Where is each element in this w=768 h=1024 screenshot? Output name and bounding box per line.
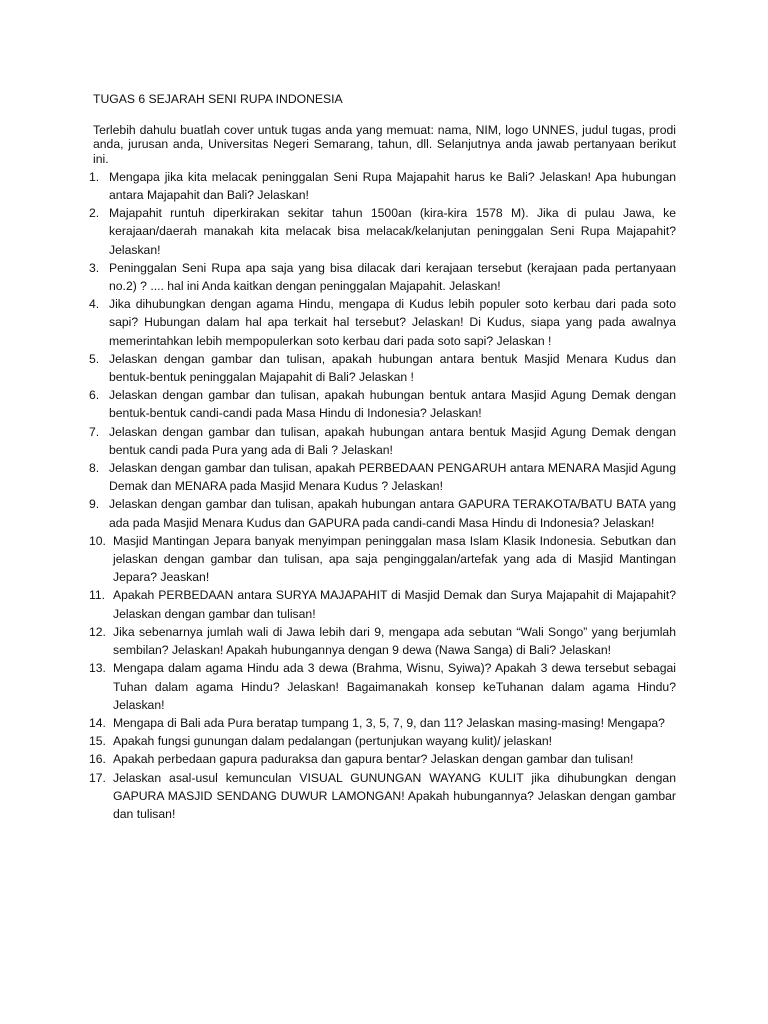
question-text: Majapahit runtuh diperkirakan sekitar tahun 1500an (kira-kira 1578 M). Jika di pulau Jawa, ke kerajaan/daerah manakah kita melacak bisa melacak/kelanjutan peninggalan Seni Rupa Majapahit? Jelaskan! — [109, 206, 676, 257]
question-text: Jelaskan dengan gambar dan tulisan, apakah hubungan bentuk antara Masjid Agung Demak dengan bentuk-bentuk candi-candi pada Masa Hindu di Indonesia? Jelaskan! — [109, 388, 676, 421]
question-number: 11. — [89, 588, 106, 603]
question-text: Jika dihubungkan dengan agama Hindu, mengapa di Kudus lebih populer soto kerbau dari pada soto sapi? Hubungan dalam hal apa terkait hal tersebut? Jelaskan! Di Kudus, siapa yang pada awalnya memerintahkan lebih mempopulerkan soto kerbau dari pada soto sapi? Jelaskan ! — [109, 297, 676, 348]
question-item — [89, 732, 676, 750]
question-item — [89, 586, 676, 622]
question-text: Jelaskan dengan gambar dan tulisan, apakah hubungan antara bentuk Masjid Menara Kudus dan bentuk-bentuk peninggalan Majapahit di Bali? Jelaskan ! — [109, 351, 676, 385]
question-item — [89, 423, 676, 459]
question-item — [89, 714, 676, 732]
question-text: Jelaskan asal-usul kemunculan VISUAL GUNUNGAN WAYANG KULIT jika dihubungkan dengan GAPURA MASJID SENDANG DUWUR LAMONGAN! Apakah hubungannya? Jelaskan dengan gambar dan tulisan! — [113, 770, 676, 821]
question-number: 8. — [89, 461, 100, 476]
question-item — [89, 659, 676, 714]
question-number: 9. — [89, 497, 100, 512]
question-number: 14. — [89, 715, 106, 730]
question-text: Mengapa di Bali ada Pura beratap tumpang 1, 3, 5, 7, 9, dan 11? Jelaskan masing-masing! Mengapa? — [113, 715, 665, 730]
intro-paragraph: Terlebih dahulu buatlah cover untuk tugas anda yang memuat: nama, NIM, logo UNNES, judul tugas, prodi anda, jurusan anda, Universitas Negeri Semarang, tahun, dll. Selanjutnya anda jawab pertanyaan berikut ini. — [93, 123, 676, 166]
question-text: Jelaskan dengan gambar dan tulisan, apakah PERBEDAAN PENGARUH antara MENARA Masjid Agung Demak dan MENARA pada Masjid Menara Kudus ? Jelaskan! — [109, 461, 676, 494]
question-item — [89, 495, 676, 531]
question-text: Apakah fungsi gunungan dalam pedalangan (pertunjukan wayang kulit)/ jelaskan! — [113, 734, 553, 749]
question-text: Jelaskan dengan gambar dan tulisan, apakah hubungan antara bentuk Masjid Agung Demak dengan bentuk candi pada Pura yang ada di Bali ? Jelaskan! — [109, 424, 676, 457]
question-number: 4. — [89, 297, 100, 312]
question-item — [89, 459, 676, 495]
question-number: 6. — [89, 388, 100, 403]
question-text: Masjid Mantingan Jepara banyak menyimpan peninggalan masa Islam Klasik Indonesia. Sebutkan dan jelaskan dengan gambar dan tulisan, apa saja penginggalan/artefak yang ada di Masjid Mantingan Jepara? Jeaskan! — [113, 533, 676, 585]
question-number: 3. — [89, 260, 100, 275]
question-text: Apakah PERBEDAAN antara SURYA MAJAPAHIT di Masjid Demak dan Surya Majapahit di Majapahit? Jelaskan dengan gambar dan tulisan! — [113, 588, 676, 621]
question-number: 16. — [89, 752, 106, 767]
question-text: Apakah perbedaan gapura paduraksa dan gapura bentar? Jelaskan dengan gambar dan tulisan! — [113, 752, 634, 767]
question-text: Mengapa dalam agama Hindu ada 3 dewa (Brahma, Wisnu, Syiwa)? Apakah 3 dewa tersebut sebagai Tuhan dalam agama Hindu? Jelaskan! Bagaimanakah konsep keTuhanan dalam agama Hindu? Jelaskan! — [113, 661, 676, 712]
question-item — [89, 295, 676, 350]
question-item — [89, 386, 676, 422]
question-item — [89, 204, 676, 259]
question-item — [89, 623, 676, 659]
question-number: 15. — [89, 734, 106, 749]
question-number: 17. — [89, 770, 106, 785]
question-text: Mengapa jika kita melacak peninggalan Seni Rupa Majapahit harus ke Bali? Jelaskan! Apa hubungan antara Majapahit dan Bali? Jelaskan! — [109, 169, 676, 203]
question-item — [89, 750, 676, 768]
question-item — [89, 168, 676, 204]
question-list — [89, 168, 676, 823]
question-number: 2. — [89, 206, 100, 221]
question-number: 12. — [89, 624, 106, 639]
question-number: 1. — [89, 169, 100, 184]
question-text: Jelaskan dengan gambar dan tulisan, apakah hubungan antara GAPURA TERAKOTA/BATU BATA yang ada pada Masjid Menara Kudus dan GAPURA pada candi-candi Masa Hindu di Indonesia? Jelaskan! — [109, 497, 676, 530]
question-item — [89, 769, 676, 824]
question-text: Peninggalan Seni Rupa apa saja yang bisa dilacak dari kerajaan tersebut (kerajaan pada pertanyaan no.2) ? .... hal ini Anda kaitkan dengan peninggalan Majapahit. Jelaskan! — [109, 260, 676, 294]
document-page — [89, 90, 676, 823]
question-number: 5. — [89, 351, 100, 366]
question-number: 10. — [89, 533, 106, 548]
question-number: 13. — [89, 661, 106, 676]
question-item — [89, 259, 676, 295]
document-title: TUGAS 6 SEJARAH SENI RUPA INDONESIA — [93, 92, 343, 106]
question-item — [89, 532, 676, 587]
question-number: 7. — [89, 424, 100, 439]
question-text: Jika sebenarnya jumlah wali di Jawa lebih dari 9, mengapa ada sebutan “Wali Songo” yang berjumlah sembilan? Jelaskan! Apakah hubungannya dengan 9 dewa (Nawa Sanga) di Bali? Jelaskan! — [113, 624, 676, 658]
question-item — [89, 350, 676, 386]
